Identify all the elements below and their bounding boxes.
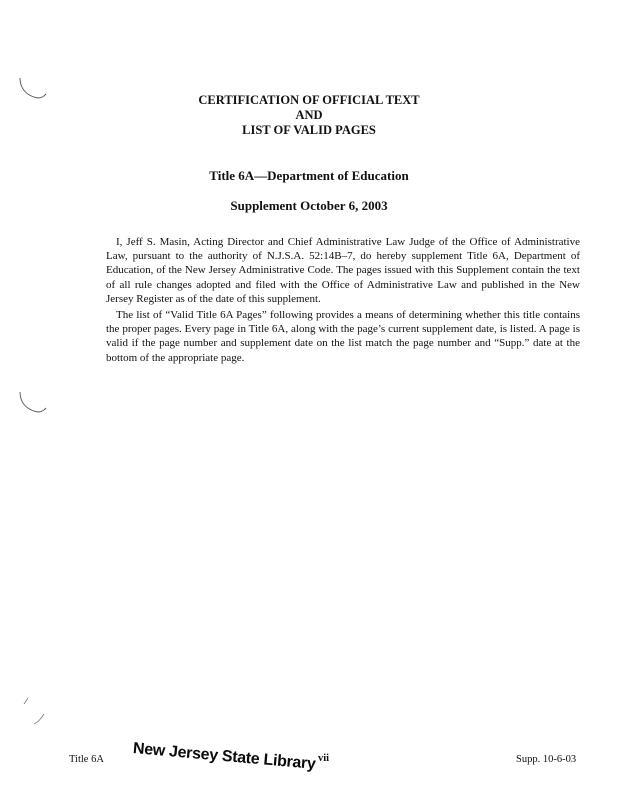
certification-paragraph: I, Jeff S. Masin, Acting Director and Chief Administrative Law Judge of the Office of Administrative Law, pursuant to the authority of N.J.S.A. 52:14B–7, do hereby supplement Title 6A, Department of Education, of the New Jersey Administrative Code. The pages issued with this Supplement contain the text of all rule changes adopted and filed with the Office of Administrative Law and published in the New Jersey Register as of the date of this supplement. [106,236,580,305]
heading-line-2: AND [295,108,323,122]
supplement-heading: Supplement October 6, 2003 [230,198,388,213]
title-heading: Title 6A—Department of Education [209,168,409,183]
footer-title: Title 6A [69,754,104,765]
valid-pages-paragraph: The list of “Valid Title 6A Pages” following provides a means of determining whether this title contains the proper pages. Every page in Title 6A, along with the page’s current supplement date, is listed. A page is valid if the page number and supplement date on the list match the page number and “Supp.” date at the bottom of the appropriate page. [106,309,580,364]
footer-supplement-date: Supp. 10-6-03 [516,754,577,765]
heading-line-3: LIST OF VALID PAGES [242,123,376,137]
library-stamp: New Jersey State Library [132,740,317,773]
scan-mark-bottom [18,694,52,728]
scan-mark-middle [14,388,48,418]
heading-line-1: CERTIFICATION OF OFFICIAL TEXT [198,93,420,107]
footer-page-number: vii [318,753,330,764]
